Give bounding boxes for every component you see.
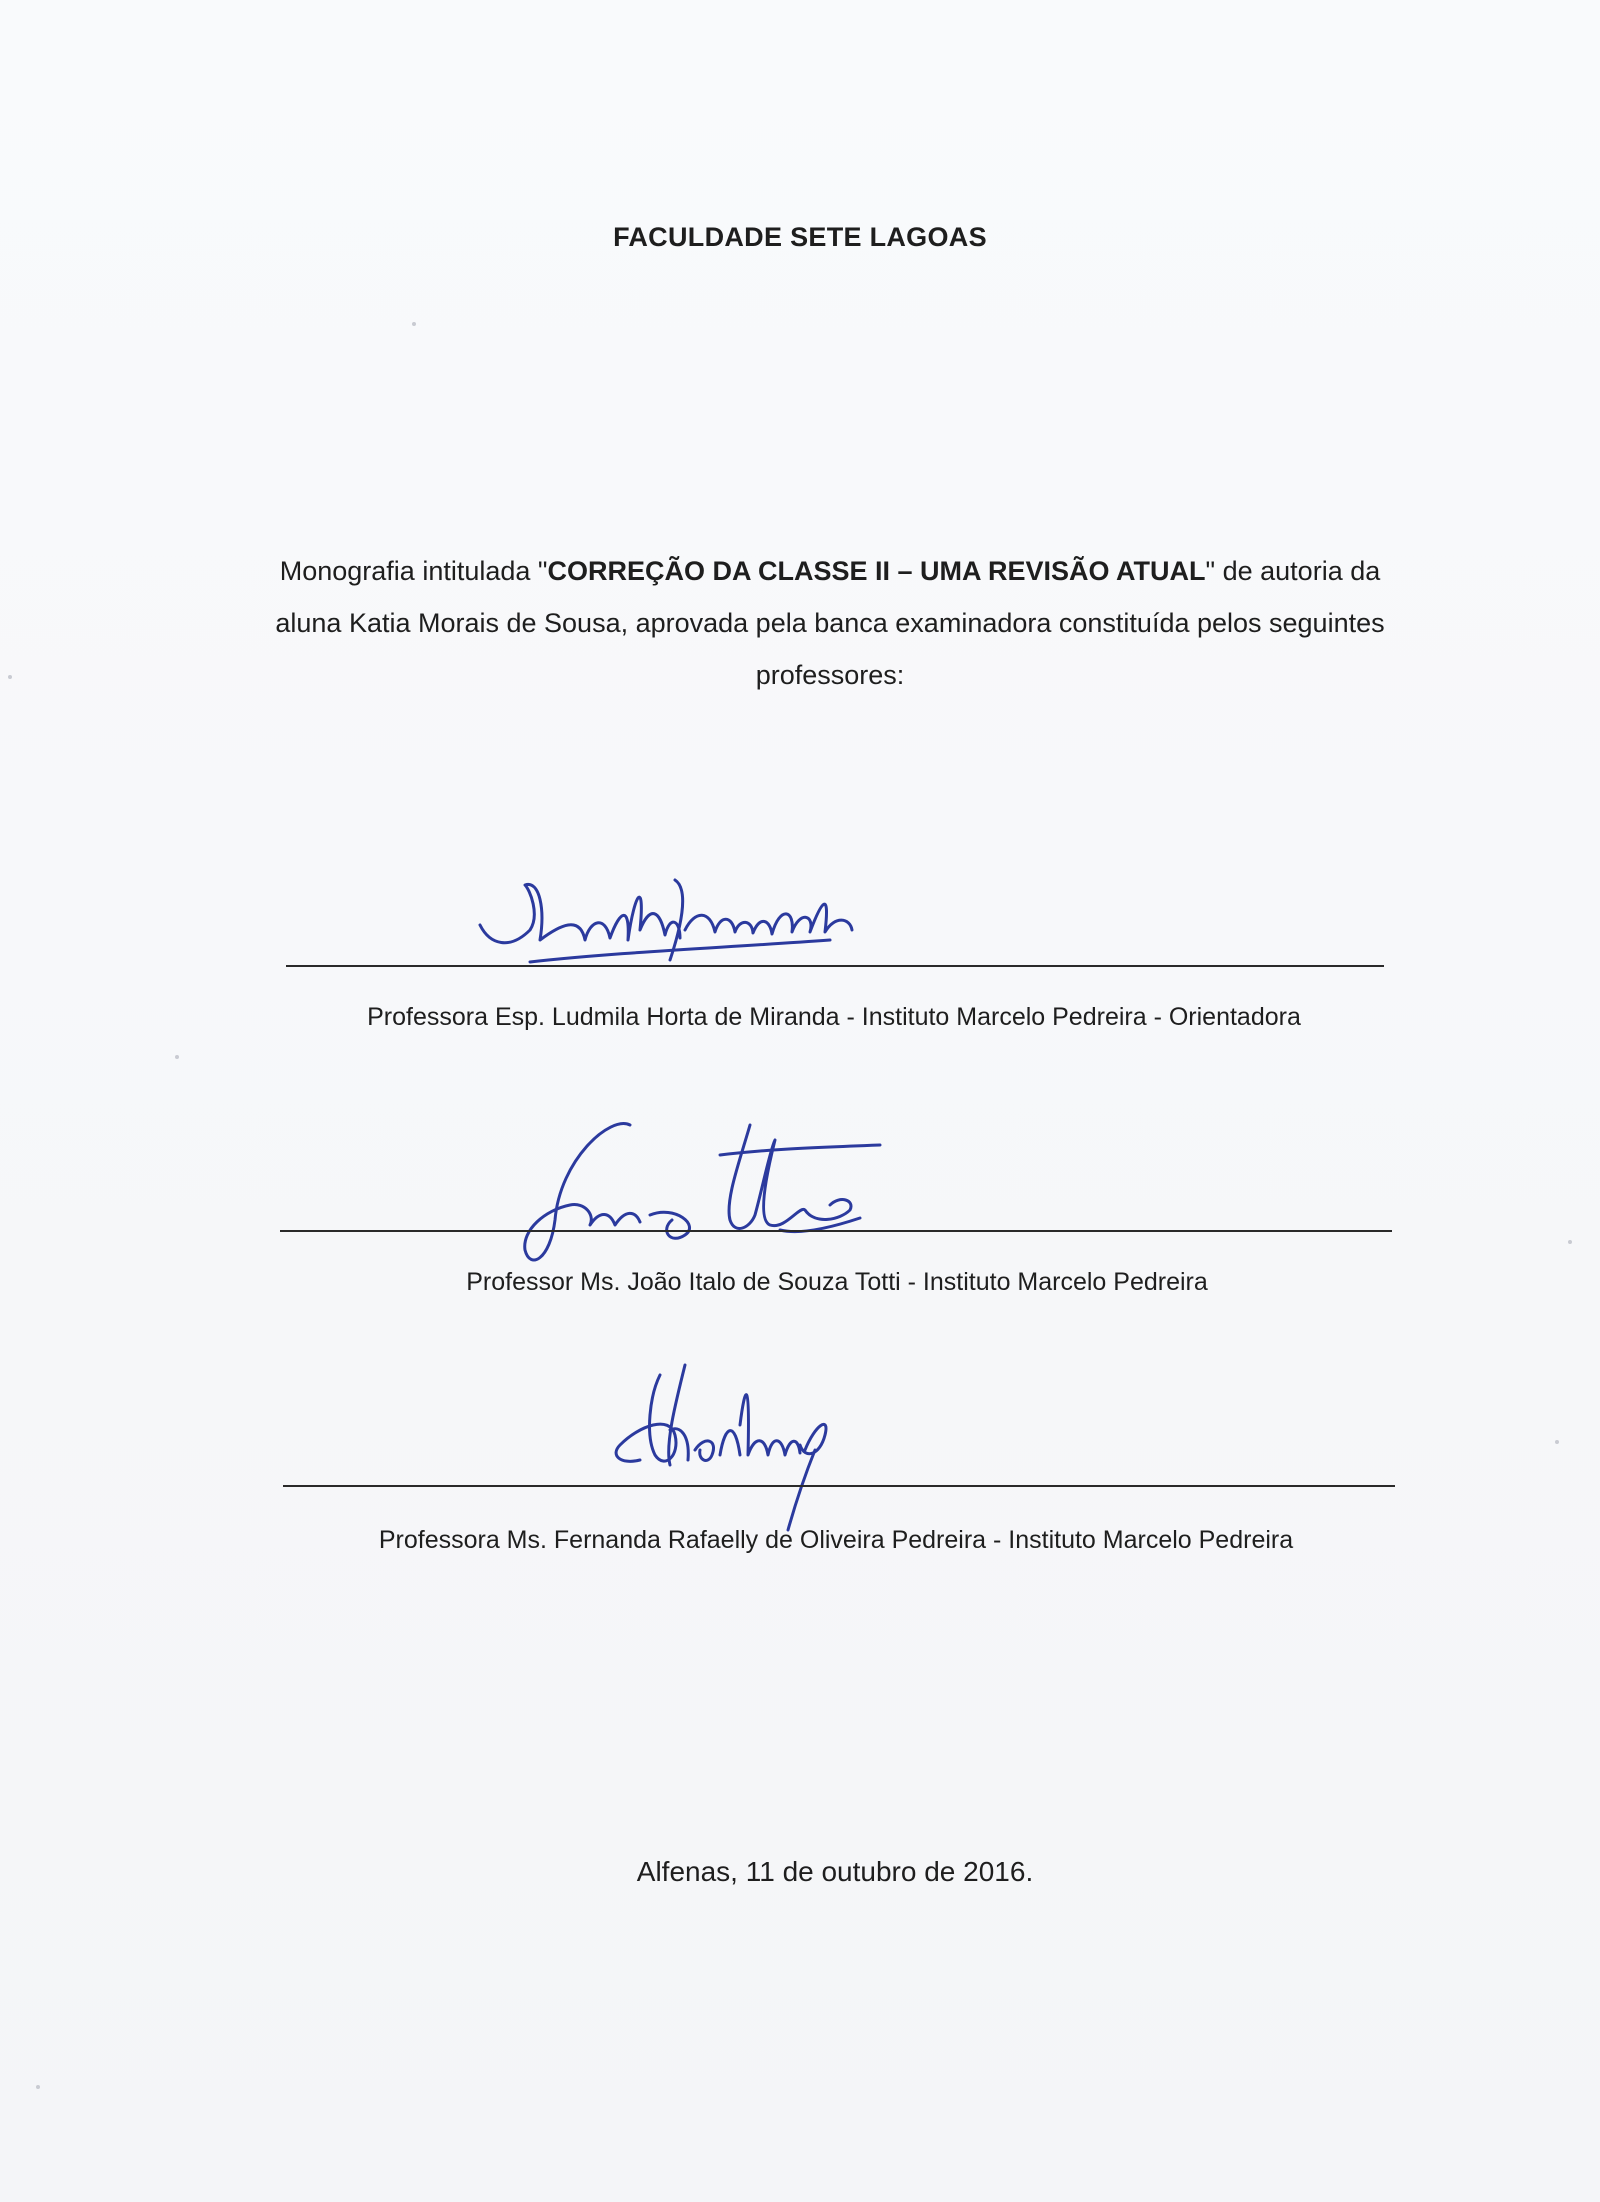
- statement-suffix: " de autoria da aluna Katia Morais de Sousa, aprovada pela banca examinadora constituída pelos seguintes professores:: [275, 556, 1385, 690]
- scan-speck: [1568, 1240, 1572, 1244]
- scan-speck: [8, 675, 12, 679]
- scan-speck: [175, 1055, 179, 1059]
- place-and-date: Alfenas, 11 de outubro de 2016.: [636, 1856, 1034, 1887]
- approval-statement: [260, 545, 1400, 701]
- scan-speck: [36, 2085, 40, 2089]
- committee-member-3-caption: Professora Ms. Fernanda Rafaelly de Oliveira Pedreira - Instituto Marcelo Pedreira: [378, 1526, 1294, 1554]
- committee-member-2-caption: Professor Ms. João Italo de Souza Totti - Instituto Marcelo Pedreira: [466, 1268, 1208, 1296]
- signature-line-1: [286, 965, 1384, 967]
- monograph-title: CORREÇÃO DA CLASSE II – UMA REVISÃO ATUAL: [547, 556, 1206, 586]
- scan-speck: [412, 322, 416, 326]
- scan-speck: [1555, 1440, 1559, 1444]
- signature-line-3: [283, 1485, 1395, 1487]
- committee-member-1-caption: Professora Esp. Ludmila Horta de Miranda - Instituto Marcelo Pedreira - Orientadora: [367, 1003, 1301, 1031]
- signature-joao: [500, 1110, 900, 1280]
- institution-name: FACULDADE SETE LAGOAS: [613, 222, 987, 252]
- signature-line-2: [280, 1230, 1392, 1232]
- signature-ludmila: [470, 870, 910, 980]
- signature-fernanda: [600, 1355, 860, 1535]
- statement-prefix: Monografia intitulada ": [279, 556, 548, 586]
